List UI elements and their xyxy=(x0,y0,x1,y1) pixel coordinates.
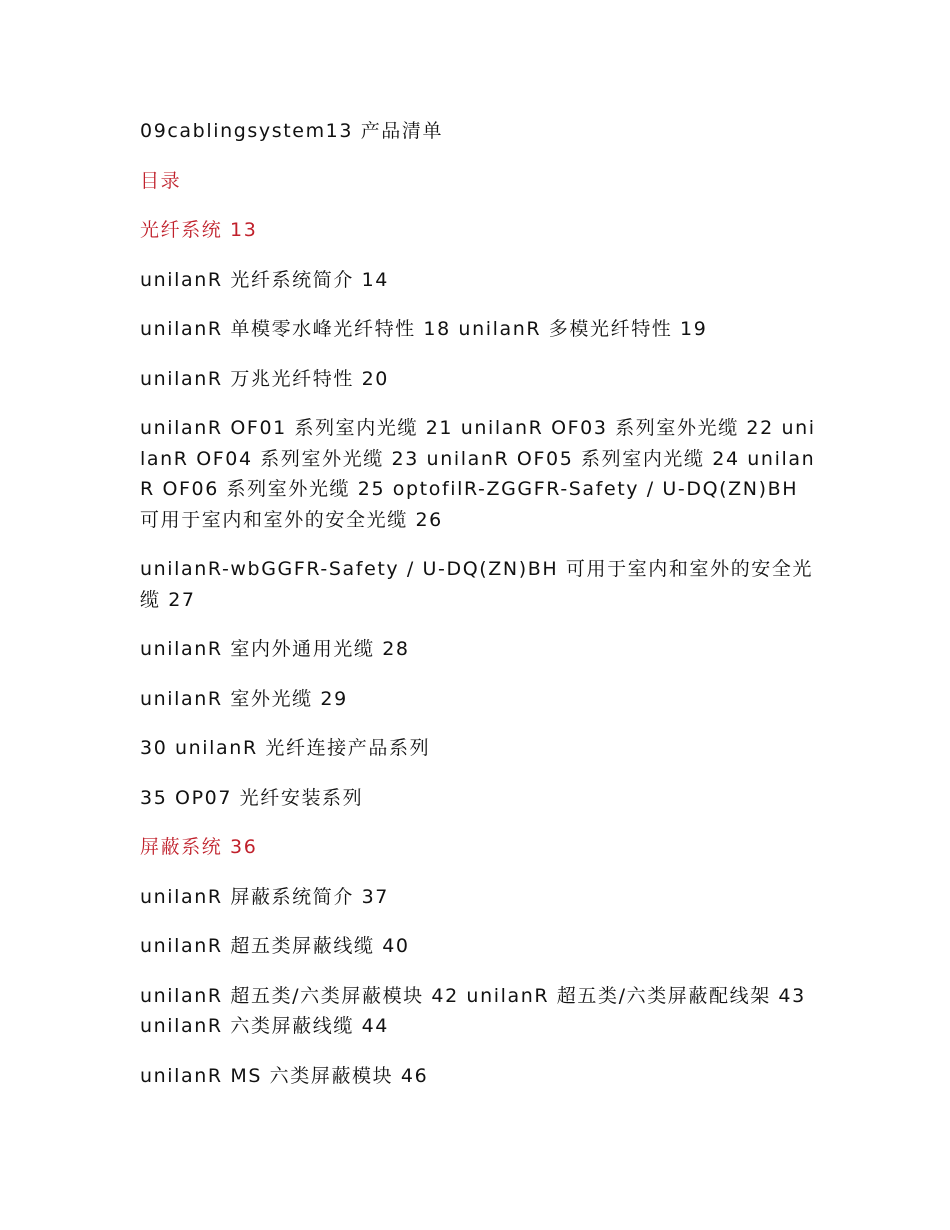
toc-section-shielding: 屏蔽系统 36 xyxy=(140,836,258,858)
toc-entry: unilanR 超五类屏蔽线缆 40 xyxy=(140,935,410,957)
toc-entry: unilanR MS 六类屏蔽模块 46 xyxy=(140,1064,429,1087)
toc-entry: unilanR 万兆光纤特性 20 xyxy=(140,367,389,390)
toc-entry: unilanR 单模零水峰光纤特性 18 unilanR 多模光纤特性 19 xyxy=(140,318,708,340)
toc-entry: unilanR 室外光缆 29 xyxy=(140,687,348,710)
toc-heading: 目录 xyxy=(140,169,182,192)
toc-entry: unilanR 超五类/六类屏蔽模块 42 unilanR 超五类/六类屏蔽配线架 43 unilanR 六类屏蔽线缆 44 xyxy=(140,984,806,1037)
document-page xyxy=(140,116,820,1110)
toc-entry: unilanR OF01 系列室内光缆 21 unilanR OF03 系列室外光缆 22 unilanR OF04 系列室外光缆 23 unilanR OF05 系列室内光缆 24 unilanR OF06 系列室外光缆 25 optofilR-ZGGFR-Safety / U-DQ(ZN)BH 可用于室内和室外的安全光缆 26 xyxy=(140,417,816,531)
toc-entry: 30 unilanR 光纤连接产品系列 xyxy=(140,737,431,759)
toc-entry: unilanR 光纤系统简介 14 xyxy=(140,268,389,291)
toc-entry: 35 OP07 光纤安装系列 xyxy=(140,786,364,809)
toc-entry: unilanR-wbGGFR-Safety / U-DQ(ZN)BH 可用于室内和室外的安全光缆 27 xyxy=(140,558,814,611)
document-title: 09cablingsystem13 产品清单 xyxy=(140,120,444,142)
toc-entry: unilanR 室内外通用光缆 28 xyxy=(140,638,410,660)
toc-section-fiber: 光纤系统 13 xyxy=(140,219,258,241)
toc-entry: unilanR 屏蔽系统简介 37 xyxy=(140,885,389,908)
